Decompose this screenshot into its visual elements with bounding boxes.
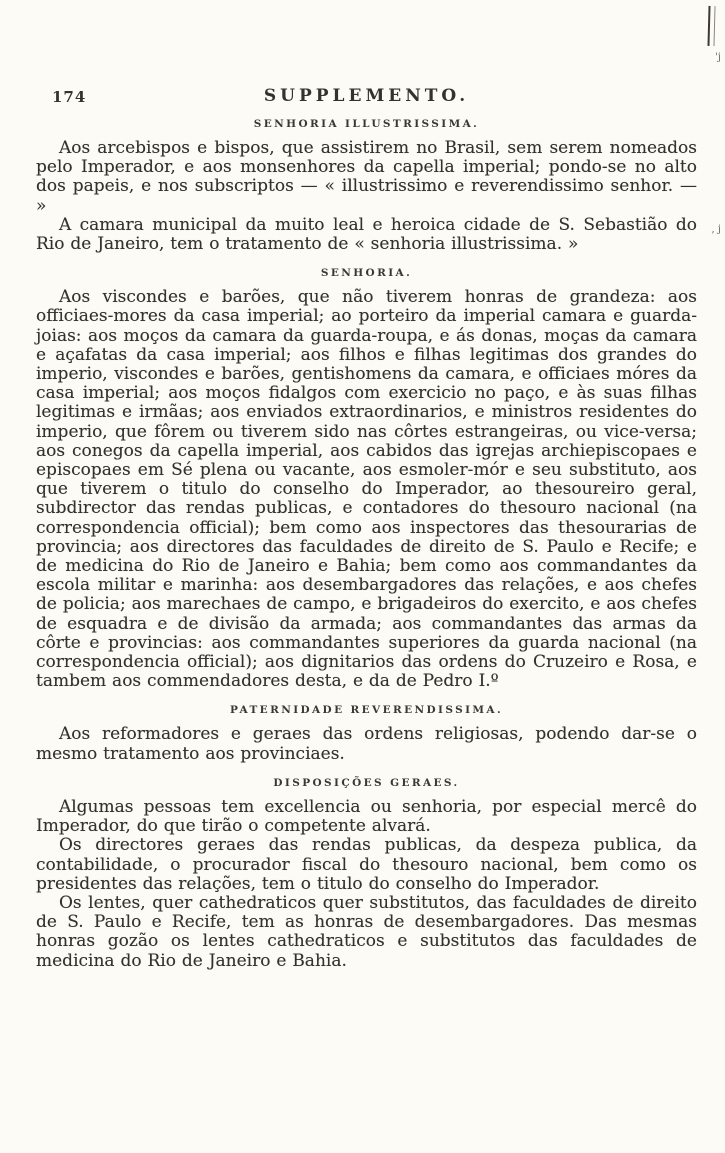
page-title: SUPPLEMENTO. [263,86,470,106]
paragraph: Aos viscondes e barões, que não tiverem honras de grandeza: aos officiaes-mores da casa imperial; ao porteiro da imperial camara e guarda-joias: aos moços da camara da guarda-roupa, e ás donas, moças da camara e açafatas da casa imperial; aos filhos e filhas legitimas dos grandes do imperio, viscondes e barões, gentishomens da camara, e officiaes móres da casa imperial; aos moços fidalgos com exercicio no paço, e às suas filhas legitimas e irmãas; aos enviados extraordinarios, e ministros residentes do imperio, que fôrem ou tiverem sido nas côrtes estrangeiras, ou vice-versa; aos conegos da capella imperial, aos cabidos das igrejas archiepiscopaes e episcopaes em Sé plena ou vacante, aos esmoler-mór e seu substituto, aos que tiverem o titulo do conselho do Imperador, ao thesoureiro geral, subdirector das rendas publicas, e contadores do thesouro nacional (na correspondencia official); bem como aos inspectores das thesourarias de provincia; aos directores das faculdades de direito de S. Paulo e Recife; e de medicina do Rio de Janeiro e Bahia; bem como aos commandantes da escola militar e marinha: aos desembargadores das relações, e aos chefes de policia; aos marechaes de campo, e brigadeiros do exercito, e aos chefes de esquadra e de divisão da armada; aos commandantes das armas da côrte e provincias: aos commandantes superiores da guarda nacional (na correspondencia official); aos dignitarios das ordens do Cruzeiro e Rosa, e tambem aos commendadores desta, e da de Pedro I.º [36,287,697,692]
scan-artifact-mark: , j [711,224,721,235]
paragraph: Algumas pessoas tem excellencia ou senhoria, por especial mercê do Imperador, do que tirão o competente alvará. [36,796,697,837]
paragraph: Aos arcebispos e bispos, que assistirem no Brasil, sem serem nomeados pelo Imperador, e aos monsenhores da capella imperial; pondo-se no alto dos papeis, e nos subscriptos — « illustrissimo e reverendissimo senhor. — » [36,138,697,216]
scan-artifact-corner [707,6,715,46]
paragraph: A camara municipal da muito leal e heroica cidade de S. Sebastião do Rio de Janeiro, tem o tratamento de « senhoria illustrissima. » [36,214,697,255]
section-senhoria [36,267,697,691]
section-heading: DISPOSIÇÕES GERAES. [273,776,460,789]
section-paternidade-reverendissima [36,704,697,763]
section-heading: SENHORIA ILLUSTRISSIMA. [253,118,480,130]
paragraph: Os lentes, quer cathedraticos quer substitutos, das faculdades de direito de S. Paulo e Recife, tem as honras de desembargadores. Das mesmas honras gozão os lentes cathedraticos e substitutos das faculdades de medicina do Rio de Janeiro e Bahia. [36,892,697,971]
page-number: 174 [52,88,87,106]
paragraph: Os directores geraes das rendas publicas, da despeza publica, da contabilidade, o procurador fiscal do thesouro nacional, bem como os presidentes das relações, tem o titulo do conselho do Imperador. [36,835,697,894]
paragraph: Aos reformadores e geraes das ordens religiosas, podendo dar-se o mesmo tratamento aos provinciaes. [36,724,697,764]
section-heading: SENHORIA. [320,267,413,280]
section-senhoria-illustrissima [36,118,697,254]
scan-artifact-mark: 'j [715,52,721,63]
section-disposicoes-geraes [36,777,697,971]
page-header [36,86,697,110]
section-heading: PATERNIDADE REVERENDISSIMA. [229,704,504,717]
